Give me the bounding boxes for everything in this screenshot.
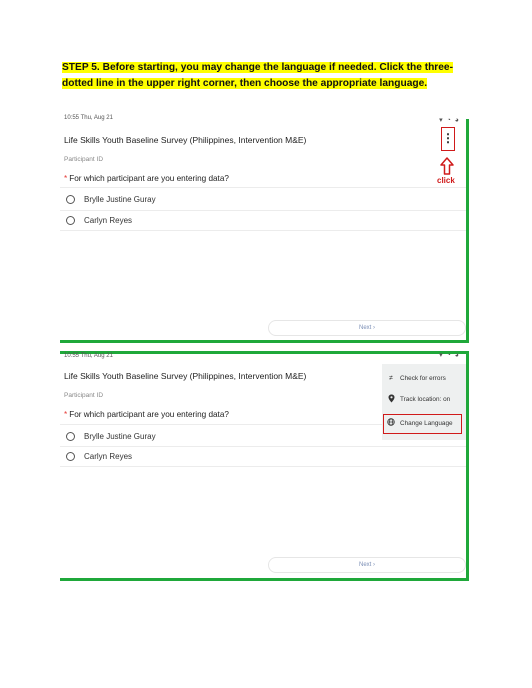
click-annotation: click xyxy=(437,176,455,185)
option-label: Carlyn Reyes xyxy=(84,216,133,225)
option-brylle[interactable] xyxy=(66,432,156,441)
chevron-right-icon: › xyxy=(373,562,375,568)
location-pin-icon xyxy=(386,394,396,405)
radio-button[interactable] xyxy=(66,195,75,204)
status-icons: ▾ ◔ ◕ xyxy=(439,117,460,124)
radio-button[interactable] xyxy=(66,452,75,461)
option-label: Brylle Justine Guray xyxy=(84,432,156,441)
survey-title: Life Skills Youth Baseline Survey (Philippines, Intervention M&E) xyxy=(64,135,307,145)
status-bar-time: 10:55 Thu, Aug 21 xyxy=(64,353,113,359)
option-carlyn[interactable] xyxy=(66,452,132,461)
overflow-menu xyxy=(382,364,466,440)
up-arrow-icon xyxy=(440,157,454,175)
radio-button[interactable] xyxy=(66,216,75,225)
option-label: Brylle Justine Guray xyxy=(84,195,156,204)
step-instruction xyxy=(62,60,472,92)
menu-item-label: Check for errors xyxy=(400,375,446,382)
divider xyxy=(60,230,466,231)
next-button[interactable] xyxy=(268,557,466,573)
change-language-highlight-box xyxy=(383,414,462,434)
required-mark: * xyxy=(64,410,68,419)
status-bar-time: 10:55 Thu, Aug 21 xyxy=(64,115,113,121)
radio-button[interactable] xyxy=(66,432,75,441)
check-errors-icon: ≠ xyxy=(389,375,393,382)
menu-item-check-errors[interactable] xyxy=(386,375,446,382)
participant-id-label: Participant ID xyxy=(64,392,104,399)
divider xyxy=(60,187,466,188)
question-text: For which participant are you entering data? xyxy=(69,410,229,419)
chevron-right-icon: › xyxy=(373,325,375,331)
divider xyxy=(60,210,466,211)
screenshot-survey-menu xyxy=(60,351,469,581)
menu-item-track-location[interactable] xyxy=(386,394,450,405)
menu-item-label: Change Language xyxy=(400,419,453,427)
survey-title: Life Skills Youth Baseline Survey (Philippines, Intervention M&E) xyxy=(64,371,307,381)
option-carlyn[interactable] xyxy=(66,216,132,225)
divider xyxy=(60,466,466,467)
step-instruction-text: STEP 5. Before starting, you may change the language if needed. Click the three-dotted line in the upper right corner, then choose the appropriate language. xyxy=(62,62,453,89)
three-dot-menu-icon[interactable]: ⋮ xyxy=(442,131,454,145)
menu-item-label: Track location: on xyxy=(400,396,451,403)
next-label: Next xyxy=(358,325,372,331)
option-label: Carlyn Reyes xyxy=(84,452,133,461)
divider xyxy=(60,446,466,447)
option-brylle[interactable] xyxy=(66,195,156,204)
question-text: For which participant are you entering data? xyxy=(69,174,229,183)
required-mark: * xyxy=(64,174,68,183)
status-icons: ▾ ◔ ◕ xyxy=(439,352,460,359)
screenshot-survey-kebab xyxy=(60,115,469,343)
next-button[interactable] xyxy=(268,320,466,336)
next-label: Next xyxy=(358,562,372,568)
participant-question xyxy=(64,410,229,419)
kebab-highlight-box xyxy=(441,127,455,151)
participant-question xyxy=(64,174,229,183)
participant-id-label: Participant ID xyxy=(64,156,104,163)
